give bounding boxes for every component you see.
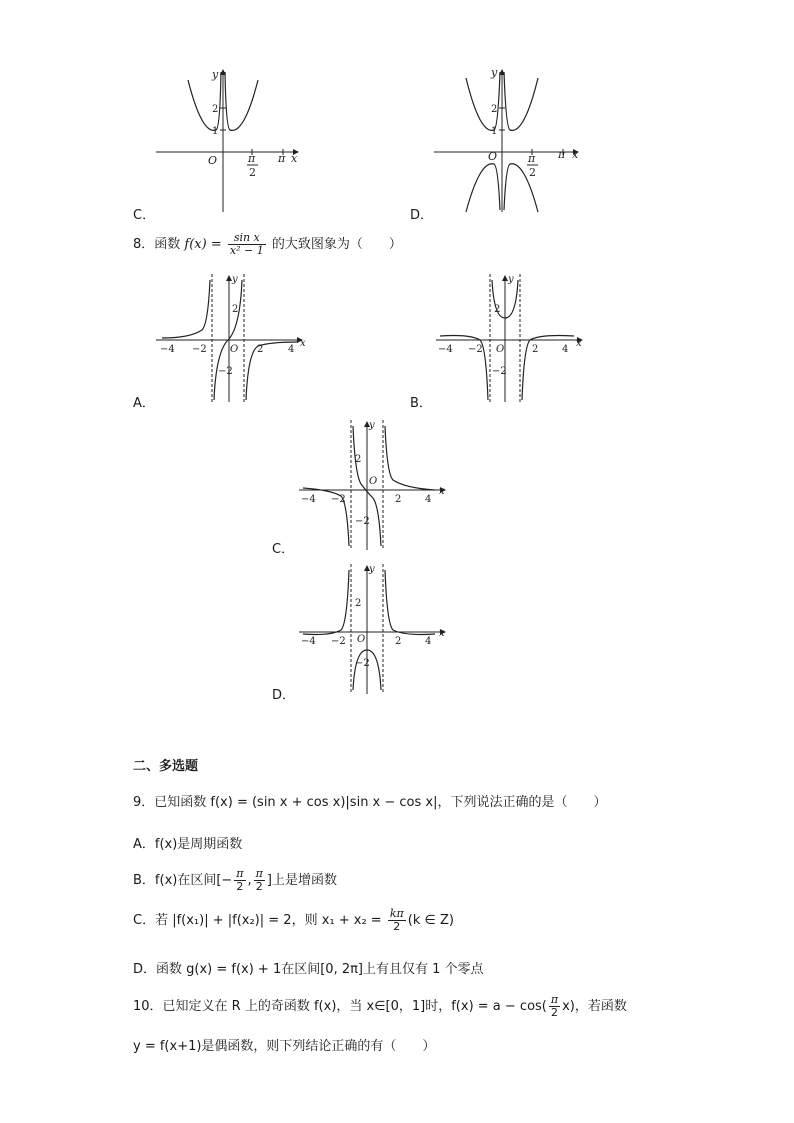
tick-pi-over-2-den: 2 <box>249 166 256 179</box>
svg-text:x: x <box>439 628 445 639</box>
svg-text:4: 4 <box>425 636 432 647</box>
svg-text:−4: −4 <box>160 344 175 355</box>
svg-text:−2: −2 <box>355 658 370 669</box>
q8-option-a-label: A． <box>133 396 155 411</box>
option-d-label: D． <box>410 208 434 223</box>
q10-line-1: 10．已知定义在 R 上的奇函数 f(x)，当 x∈[0，1]时，f(x) = a − cos( $\frac{\pi}{2}$ x)，若函数 <box>133 993 627 1019</box>
svg-text:O: O <box>488 150 498 163</box>
graph-q8-c <box>295 418 455 552</box>
svg-text:−2: −2 <box>331 494 346 505</box>
svg-text:y: y <box>232 274 238 285</box>
q9-option-d: D．函数 g(x) = f(x) + 1在区间[0, 2π]上有且仅有 1 个零点 <box>133 962 484 977</box>
svg-text:π: π <box>558 148 566 161</box>
svg-text:O: O <box>357 634 366 645</box>
svg-text:x: x <box>300 338 306 349</box>
q10-line-2: y = f(x+1)是偶函数，则下列结论正确的有（ ） <box>133 1039 436 1054</box>
graph-q7-c <box>150 60 320 220</box>
origin-label: O <box>208 154 218 167</box>
svg-text:4: 4 <box>562 344 569 355</box>
svg-text:x: x <box>576 338 582 349</box>
option-c-label: C． <box>133 208 156 223</box>
svg-text:1: 1 <box>491 126 498 137</box>
svg-text:2: 2 <box>529 166 536 179</box>
svg-text:−2: −2 <box>355 516 370 527</box>
tick-pi: π <box>278 152 286 165</box>
svg-text:2: 2 <box>355 454 362 465</box>
tick-y-2: 2 <box>212 104 219 115</box>
svg-text:2: 2 <box>257 344 264 355</box>
svg-text:−2: −2 <box>468 344 483 355</box>
svg-text:2: 2 <box>532 344 539 355</box>
svg-text:−2: −2 <box>492 366 507 377</box>
svg-text:2: 2 <box>355 598 362 609</box>
svg-text:y: y <box>369 420 375 431</box>
svg-text:x: x <box>572 148 579 161</box>
q8-option-c-label: C． <box>272 542 295 557</box>
svg-text:−4: −4 <box>301 494 316 505</box>
svg-text:4: 4 <box>425 494 432 505</box>
q9-option-b: B．f(x)在区间[− $\frac{\pi}{2}$ , $\frac{\pi}{2}$ ]上是增函数 <box>133 867 337 893</box>
graph-q8-d <box>295 562 455 696</box>
svg-text:−4: −4 <box>438 344 453 355</box>
svg-text:π: π <box>528 152 536 165</box>
svg-text:2: 2 <box>395 636 402 647</box>
q9-option-a: A．f(x)是周期函数 <box>133 837 243 852</box>
x-label: x <box>291 152 298 165</box>
svg-text:y: y <box>491 66 498 79</box>
q8-stem: 8．函数 f(x) = $\frac{\text{sin x}}{\text{x² − 1}}$ 的大致图象为（ ） <box>133 231 402 257</box>
svg-text:−2: −2 <box>331 636 346 647</box>
svg-text:−2: −2 <box>192 344 207 355</box>
svg-text:y: y <box>369 564 375 575</box>
svg-text:O: O <box>230 344 239 355</box>
svg-text:2: 2 <box>491 104 498 115</box>
svg-text:−2: −2 <box>218 366 233 377</box>
svg-text:y: y <box>508 274 514 285</box>
graph-q8-a <box>150 272 310 404</box>
graph-q7-d <box>430 60 600 220</box>
svg-text:x: x <box>439 486 445 497</box>
svg-text:−4: −4 <box>301 636 316 647</box>
svg-text:2: 2 <box>232 304 239 315</box>
q8-option-b-label: B． <box>410 396 432 411</box>
tick-pi-over-2-num: π <box>248 152 256 165</box>
y-label: y <box>212 68 219 81</box>
svg-text:O: O <box>369 476 378 487</box>
svg-text:O: O <box>496 344 505 355</box>
svg-text:2: 2 <box>395 494 402 505</box>
section-heading-multi-choice: 二、多选题 <box>133 759 199 774</box>
graph-q8-b <box>430 272 590 404</box>
q9-stem: 9．已知函数 f(x) = (sin x + cos x)|sin x − cos x|，下列说法正确的是（ ） <box>133 795 607 810</box>
tick-y-1: 1 <box>212 126 219 137</box>
q8-option-d-label: D． <box>272 688 296 703</box>
q9-option-c: C．若 |f(x₁)| + |f(x₂)| = 2，则 x₁ + x₂ = $\frac{k\pi}{2}$ (k ∈ Z) <box>133 907 454 933</box>
curve-right <box>225 72 258 130</box>
svg-text:2: 2 <box>494 304 501 315</box>
svg-text:4: 4 <box>288 344 295 355</box>
